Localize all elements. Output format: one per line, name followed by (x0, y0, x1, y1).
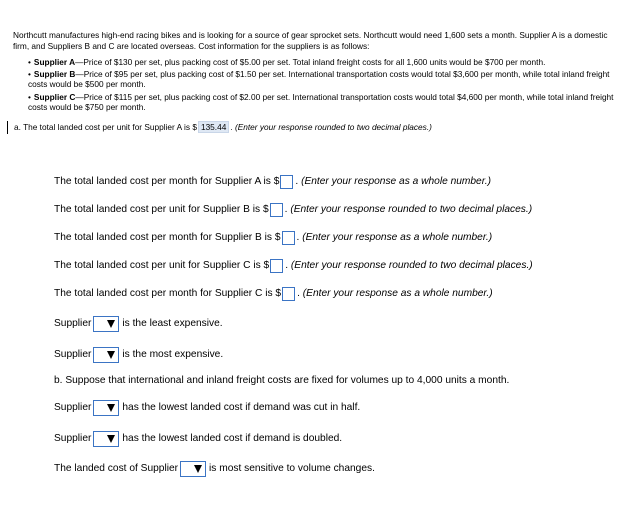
part-a-line: a. The total landed cost per unit for Supplier A is $ 135.44 . (Enter your response rounded to two decimal places.) (14, 122, 432, 132)
question-most-expensive: Supplier is the most expensive. (54, 347, 223, 363)
dropdown-arrow-icon (107, 435, 115, 443)
dropdown-arrow-icon (107, 404, 115, 412)
answer-input-monthly-a[interactable] (280, 175, 293, 189)
part-a-answer: 135.44 (198, 121, 229, 133)
question-monthly-cost-c: The total landed cost per month for Supplier C is $ . (Enter your response as a whole number.) (54, 288, 493, 299)
answer-input-monthly-b[interactable] (282, 231, 295, 245)
answer-input-monthly-c[interactable] (282, 287, 295, 301)
question-volume-sensitive: The landed cost of Supplier is most sensitive to volume changes. (54, 461, 375, 477)
supplier-dropdown-double[interactable] (93, 431, 119, 447)
supplier-c-name: Supplier C (33, 91, 76, 102)
question-demand-doubled: Supplier has the lowest landed cost if demand is doubled. (54, 431, 342, 447)
answer-input-unit-b[interactable] (270, 203, 283, 217)
question-demand-halved: Supplier has the lowest landed cost if demand was cut in half. (54, 400, 360, 416)
supplier-dropdown-sensitive[interactable] (180, 461, 206, 477)
question-least-expensive: Supplier is the least expensive. (54, 316, 223, 332)
part-b-heading: b. Suppose that international and inland freight costs are fixed for volumes up to 4,000 units a month. (54, 375, 510, 386)
question-unit-cost-b: The total landed cost per unit for Supplier B is $ . (Enter your response rounded to two decimal places.) (54, 204, 533, 215)
question-monthly-cost-b: The total landed cost per month for Supplier B is $ . (Enter your response as a whole number.) (54, 232, 493, 243)
dropdown-arrow-icon (194, 465, 202, 473)
problem-intro: Northcutt manufactures high-end racing bikes and is looking for a source of gear sprocket sets. Northcutt would need 1,600 sets a month. Supplier A is a domestic firm, and Suppliers B and C are located overseas. Cost information for the suppliers is as follows: (13, 30, 608, 51)
answer-input-unit-c[interactable] (270, 259, 283, 273)
question-unit-cost-c: The total landed cost per unit for Supplier C is $ . (Enter your response rounded to two decimal places.) (54, 260, 533, 271)
part-a-hint: (Enter your response rounded to two decimal places.) (234, 122, 432, 132)
supplier-b-name: Supplier B (33, 69, 76, 80)
supplier-dropdown-most[interactable] (93, 347, 119, 363)
supplier-dropdown-least[interactable] (93, 316, 119, 332)
dropdown-arrow-icon (107, 351, 115, 359)
dropdown-arrow-icon (107, 320, 115, 328)
supplier-a-info: • Supplier A—Price of $130 per set, plus packing cost of $5.00 per set. Total inland freight costs for all 1,600 units would be $700 per month. (28, 57, 546, 67)
supplier-c-info: • Supplier C—Price of $115 per set, plus packing cost of $2.00 per set. International transportation costs would total $4,600 per month, while total inland freight costs would be $750 per month. (28, 91, 614, 112)
supplier-b-info: • Supplier B—Price of $95 per set, plus packing cost of $1.50 per set. International transportation costs would total $3,600 per month, while total inland freight costs would be $500 per month. (28, 69, 610, 90)
question-monthly-cost-a: The total landed cost per month for Supplier A is $ . (Enter your response as a whole number.) (54, 176, 491, 187)
supplier-dropdown-half[interactable] (93, 400, 119, 416)
supplier-a-name: Supplier A (33, 57, 76, 67)
supplier-list (28, 57, 624, 114)
text-cursor (7, 121, 8, 134)
